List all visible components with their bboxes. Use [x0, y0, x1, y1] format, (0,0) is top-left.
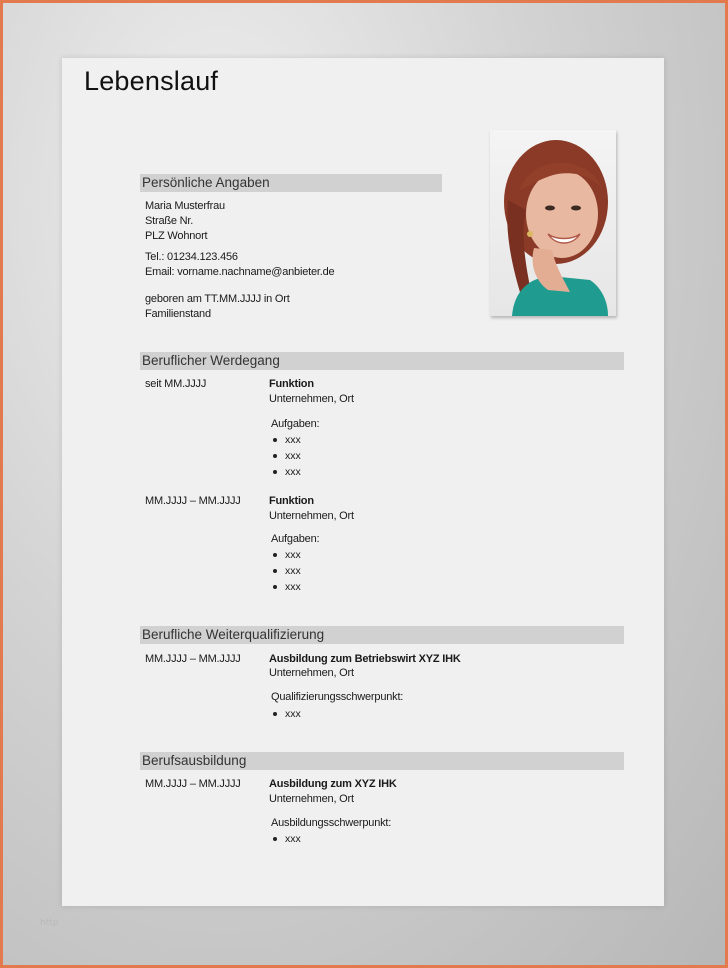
section-heading-career: Beruflicher Werdegang — [140, 352, 624, 370]
personal-city: PLZ Wohnort — [145, 230, 208, 242]
further-focus-list — [271, 706, 301, 722]
list-item: xxx — [271, 831, 301, 847]
section-heading-personal: Persönliche Angaben — [140, 174, 442, 192]
page-title: Lebenslauf — [84, 66, 219, 96]
career-entry-2-function: Funktion — [269, 495, 314, 507]
section-heading-further-qualification: Berufliche Weiterqualifizierung — [140, 626, 624, 644]
personal-phone: Tel.: 01234.123.456 — [145, 251, 238, 263]
list-item: xxx — [271, 432, 301, 448]
list-item: xxx — [271, 448, 301, 464]
career-entry-1-tasks-label: Aufgaben: — [271, 418, 320, 430]
career-entry-2-date: MM.JJJJ – MM.JJJJ — [145, 495, 241, 507]
personal-name: Maria Musterfrau — [145, 200, 225, 212]
training-title: Ausbildung zum XYZ IHK — [269, 778, 397, 790]
career-entry-2-company: Unternehmen, Ort — [269, 510, 354, 522]
portrait-image — [490, 130, 616, 316]
career-entry-2-tasks-label: Aufgaben: — [271, 533, 320, 545]
list-item: xxx — [271, 547, 301, 563]
further-title: Ausbildung zum Betriebswirt XYZ IHK — [269, 653, 461, 665]
training-date: MM.JJJJ – MM.JJJJ — [145, 778, 241, 790]
further-focus-label: Qualifizierungsschwerpunkt: — [271, 691, 404, 703]
profile-photo — [490, 130, 616, 316]
career-entry-1-company: Unternehmen, Ort — [269, 393, 354, 405]
further-date: MM.JJJJ – MM.JJJJ — [145, 653, 241, 665]
watermark: http — [40, 918, 59, 928]
training-company: Unternehmen, Ort — [269, 793, 354, 805]
training-focus-list — [271, 831, 301, 847]
career-entry-2-task-list — [271, 547, 301, 595]
list-item: xxx — [271, 464, 301, 480]
training-focus-label: Ausbildungsschwerpunkt: — [271, 817, 392, 829]
career-entry-1-date: seit MM.JJJJ — [145, 378, 207, 390]
section-heading-vocational-training: Berufsausbildung — [140, 752, 624, 770]
list-item: xxx — [271, 579, 301, 595]
personal-family-status: Familienstand — [145, 308, 211, 320]
career-entry-1-task-list — [271, 432, 301, 480]
personal-street: Straße Nr. — [145, 215, 194, 227]
list-item: xxx — [271, 706, 301, 722]
personal-birth: geboren am TT.MM.JJJJ in Ort — [145, 293, 290, 305]
list-item: xxx — [271, 563, 301, 579]
career-entry-1-function: Funktion — [269, 378, 314, 390]
further-company: Unternehmen, Ort — [269, 667, 354, 679]
personal-email: Email: vorname.nachname@anbieter.de — [145, 266, 335, 278]
